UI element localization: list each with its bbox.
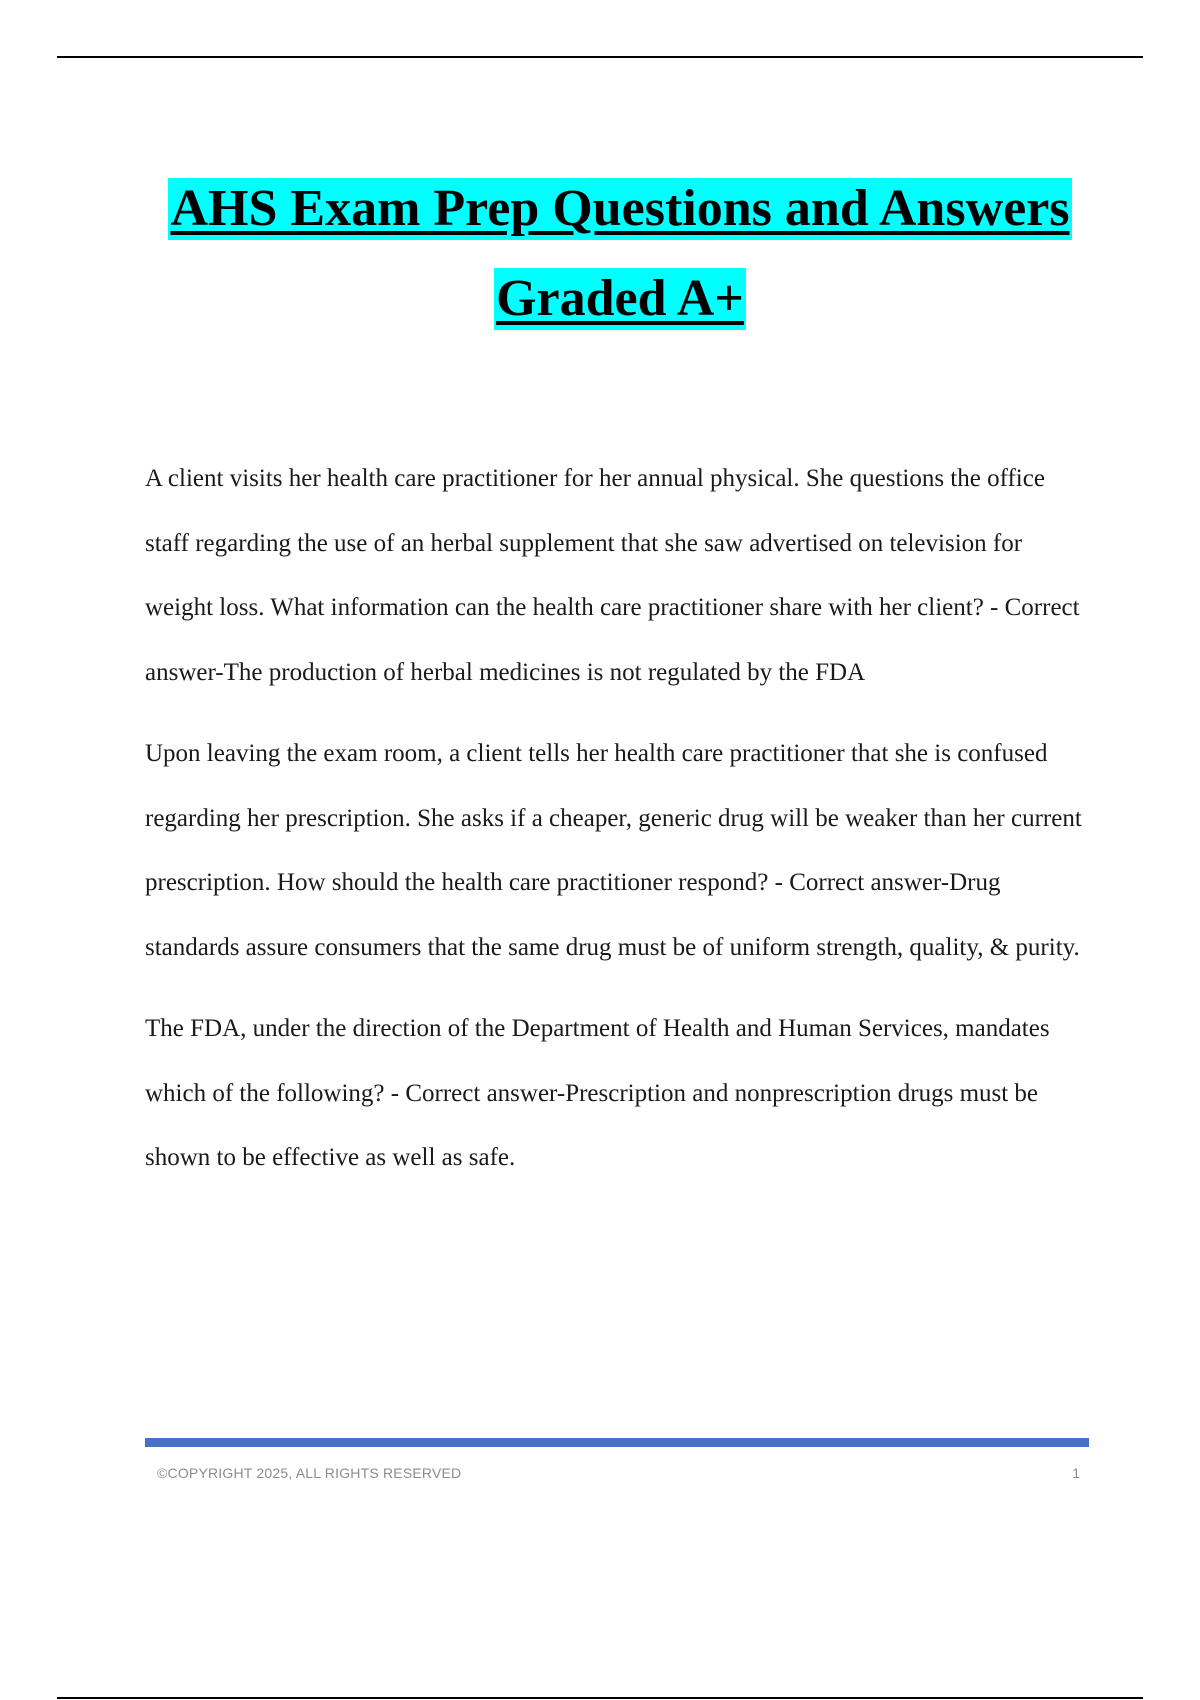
title-block	[100, 178, 1140, 330]
qa-item-1: A client visits her health care practitioner for her annual physical. She questions the office staff regarding the use of an herbal supplement that she saw advertised on television for weight loss. What information can the health care practitioner share with her client? - Correct answer-The production of herbal medicines is not regulated by the FDA	[145, 465, 1080, 686]
bottom-rule	[57, 1697, 1143, 1699]
page-title-line-2: Graded A+	[494, 268, 746, 330]
qa-content	[145, 447, 1085, 1208]
top-rule	[57, 56, 1143, 58]
qa-item-2: Upon leaving the exam room, a client tells her health care practitioner that she is confused regarding her prescription. She asks if a cheaper, generic drug will be weaker than her current prescription. How should the health care practitioner respond? - Correct answer-Drug standards assure consumers that the same drug must be of uniform strength, quality, & purity.	[145, 740, 1082, 961]
footer-bar	[145, 1438, 1089, 1447]
qa-item-3: The FDA, under the direction of the Department of Health and Human Services, mandates which of the following? - Correct answer-Prescription and nonprescription drugs must be shown to be effective as well as safe.	[145, 1015, 1050, 1171]
page-title-line-1: AHS Exam Prep Questions and Answers	[168, 178, 1071, 240]
page-number: 1	[1072, 1465, 1080, 1481]
footer-copyright: ©COPYRIGHT 2025, ALL RIGHTS RESERVED	[157, 1465, 462, 1481]
